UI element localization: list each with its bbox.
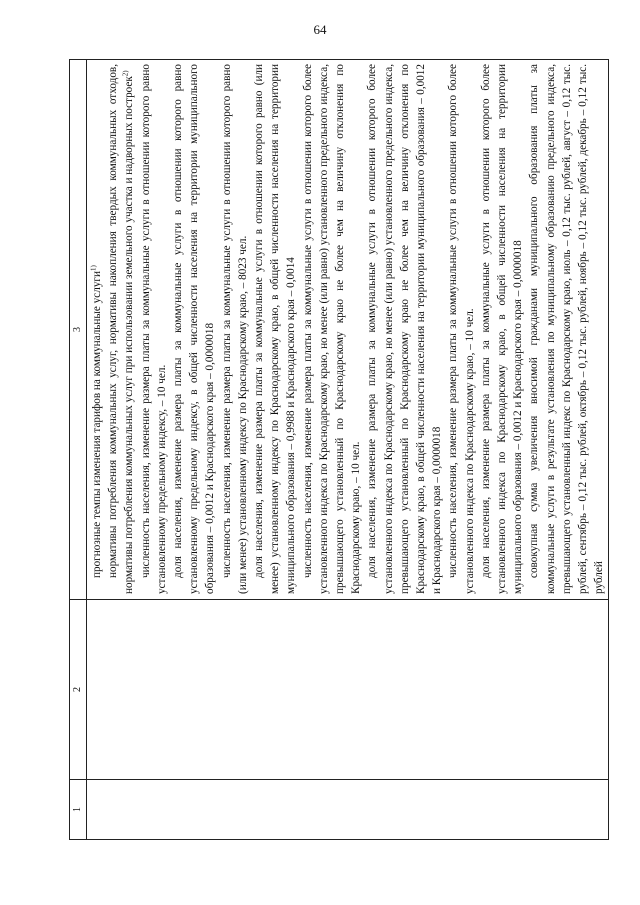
column-header-1: 1 [70,780,87,840]
rotated-table-container [69,60,606,840]
paragraph-text: доля населения, изменение размера платы за коммунальные услуги в отношении которого более установленного индекса по Краснодарскому краю, в общей численности населения на территории муниципального образования – 0,0012 и Краснодарского края – 0,0000018 [479,64,525,594]
page-number: 64 [313,22,327,37]
paragraph [478,64,527,594]
paragraph-text: численность населения, изменение размера платы за коммунальные услуги в отношении которого равно установленному предельному индексу, – 10 чел. [139,64,168,594]
paragraph [219,64,251,594]
document-table [69,59,609,840]
paragraph-text: нормативы потребления коммунальных услуг, нормативы накопления твердых коммунальных отходов, нормативы потребления коммунальных услуг при использовании земельного участка и надворных построек [107,64,136,594]
cell-column-1 [87,780,609,840]
footnote-marker: 2) [121,70,130,77]
cell-column-3 [87,60,609,600]
paragraph [300,64,365,594]
table-body-row [87,60,609,840]
paragraph [170,64,219,594]
paragraph-text: доля населения, изменение размера платы за коммунальные услуги в отношении которого равно (или менее) установленному индексу по Краснодарскому краю, в общей численности населения на территории муниципального образования – 0,9988 и Краснодарского края – 0,0014 [253,64,298,594]
cell-column-2 [87,600,609,780]
paragraph [89,64,105,594]
column-header-2: 2 [70,600,87,780]
paragraph-text: численность населения, изменение размера платы за коммунальные услуги в отношении которого более установленного индекса по Краснодарскому краю, – 10 чел. [447,64,476,594]
paragraph-text: совокупная сумма увеличения вносимой гражданами муниципального образования платы за коммунальные услуги в результате установления по муниципальному образованию предельного индекса, превышающего установленный индекс по Краснодарскому краю, июль – 0,12 тыс. рублей, август – 0,12 тыс. рублей, сентябрь – 0,12 тыс. рублей, октябрь – 0,12 тыс. рублей, ноябрь – 0,12 тыс. рублей, декабрь – 0,12 тыс. рублей [528,64,606,594]
paragraph-text: прогнозные темпы изменения тарифов на коммунальные услуги [91,271,103,578]
paragraph-text: численность населения, изменение размера платы за коммунальные услуги в отношении которого равно (или менее) установленному индексу по Краснодарскому краю, – 8023 чел. [220,64,249,594]
table-header-row [70,60,87,840]
footnote-marker: 1) [89,265,98,272]
paragraph [251,64,300,594]
paragraph-text: доля населения, изменение размера платы за коммунальные услуги в отношении которого равно установленному предельному индексу, в общей численности населения на территории муниципального образования – 0,0012 и Краснодарского края – 0,0000018 [172,64,217,594]
column-header-3: 3 [70,60,87,600]
paragraph [105,64,137,594]
paragraph [364,64,445,594]
paragraph [138,64,170,594]
cell-text-block [87,60,608,599]
paragraph-text: доля населения, изменение размера платы за коммунальные услуги в отношении которого более установленного индекса по Краснодарскому краю, но менее (или равно) установленного предельного индекса, превышающего установленный по Краснодарскому краю не более чем на величину отклонения по Краснодарскому краю, в общей численности населения на территории муниципального образования – 0,0012 и Краснодарского края – 0,0000018 [366,64,444,594]
paragraph [526,64,607,594]
paragraph [445,64,477,594]
paragraph-text: численность населения, изменение размера платы за коммунальные услуги в отношении которого более установленного индекса по Краснодарскому краю, но менее (или равно) установленного предельного индекса, превышающего установленный по Краснодарскому краю не более чем на величину отклонения по Краснодарскому краю, – 10 чел. [301,64,363,594]
